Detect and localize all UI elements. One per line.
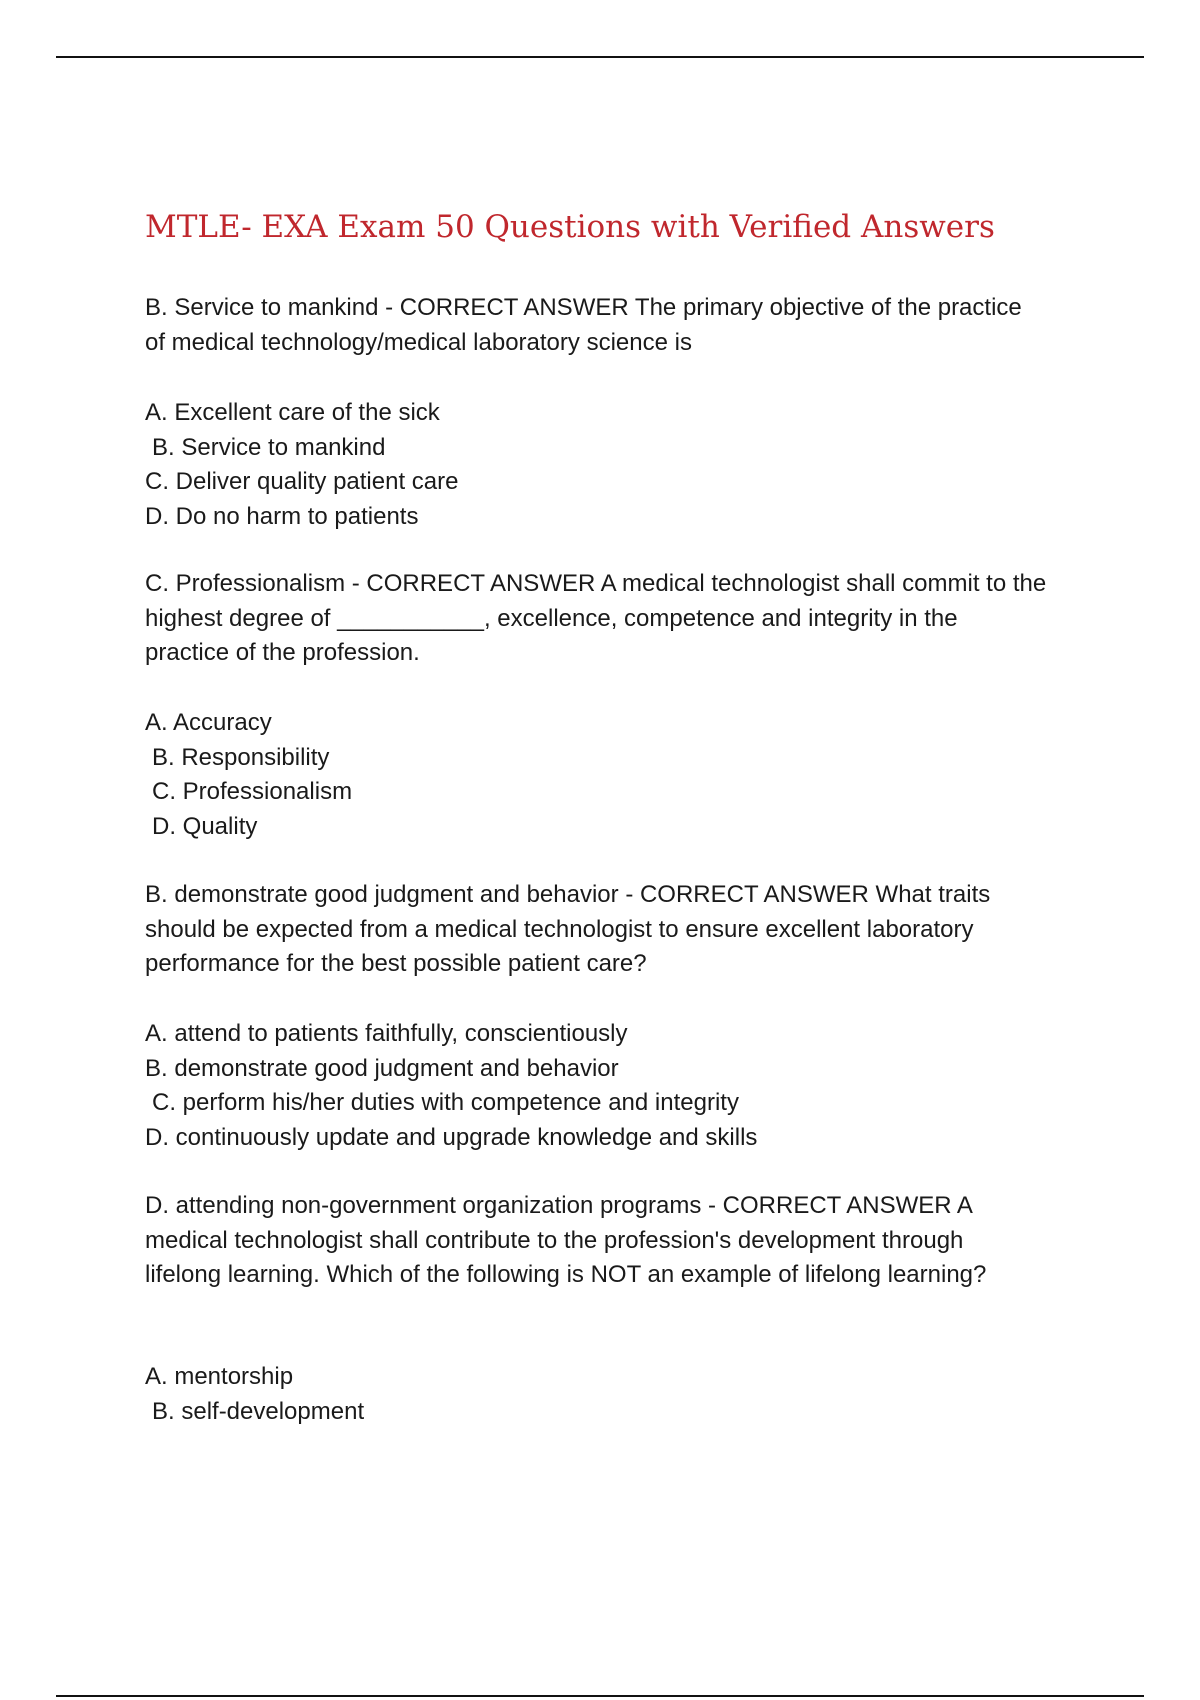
option-a: A. mentorship bbox=[145, 1363, 294, 1390]
option-b: B. Service to mankind bbox=[152, 433, 386, 461]
option-a: A. attend to patients faithfully, conscientiously bbox=[145, 1020, 628, 1047]
option-d: D. Do no harm to patients bbox=[145, 502, 419, 530]
option-b: B. self-development bbox=[152, 1397, 365, 1425]
question-2-options bbox=[145, 706, 352, 844]
option-d: D. Quality bbox=[152, 812, 258, 840]
option-c: C. Deliver quality patient care bbox=[145, 468, 459, 495]
question-line: B. Service to mankind - CORRECT ANSWER The primary objective of the practice bbox=[145, 294, 1022, 321]
question-1 bbox=[145, 291, 1095, 360]
option-c: C. Professionalism bbox=[152, 778, 353, 805]
option-b: B. Responsibility bbox=[152, 743, 330, 771]
question-line: medical technologist shall contribute to the profession's development through bbox=[145, 1226, 964, 1254]
question-line: B. demonstrate good judgment and behavior - CORRECT ANSWER What traits bbox=[145, 881, 991, 908]
footer-rule bbox=[56, 1695, 1144, 1697]
question-1-options bbox=[145, 396, 458, 534]
question-line: practice of the profession. bbox=[145, 639, 420, 666]
question-line: highest degree of ___________, excellence, competence and integrity in the bbox=[145, 604, 958, 632]
question-line: lifelong learning. Which of the following is NOT an example of lifelong learning? bbox=[145, 1261, 987, 1288]
question-3-options bbox=[145, 1017, 757, 1155]
question-line: C. Professionalism - CORRECT ANSWER A medical technologist shall commit to the bbox=[145, 570, 1047, 597]
header-rule bbox=[56, 56, 1144, 58]
option-c: C. perform his/her duties with competence and integrity bbox=[152, 1089, 739, 1116]
option-a: A. Accuracy bbox=[145, 709, 272, 736]
option-b: B. demonstrate good judgment and behavior bbox=[145, 1054, 619, 1082]
question-line: performance for the best possible patient care? bbox=[145, 950, 647, 977]
question-3 bbox=[145, 878, 1095, 982]
option-d: D. continuously update and upgrade knowledge and skills bbox=[145, 1123, 758, 1151]
question-4-options bbox=[145, 1360, 364, 1429]
question-line: should be expected from a medical technologist to ensure excellent laboratory bbox=[145, 915, 974, 943]
question-line: D. attending non-government organization programs - CORRECT ANSWER A bbox=[145, 1192, 973, 1219]
document-title: MTLE- EXA Exam 50 Questions with Verified Answers bbox=[145, 209, 995, 245]
option-a: A. Excellent care of the sick bbox=[145, 399, 440, 426]
question-line: of medical technology/medical laboratory science is bbox=[145, 328, 692, 356]
question-4 bbox=[145, 1189, 1095, 1293]
question-2 bbox=[145, 567, 1095, 671]
